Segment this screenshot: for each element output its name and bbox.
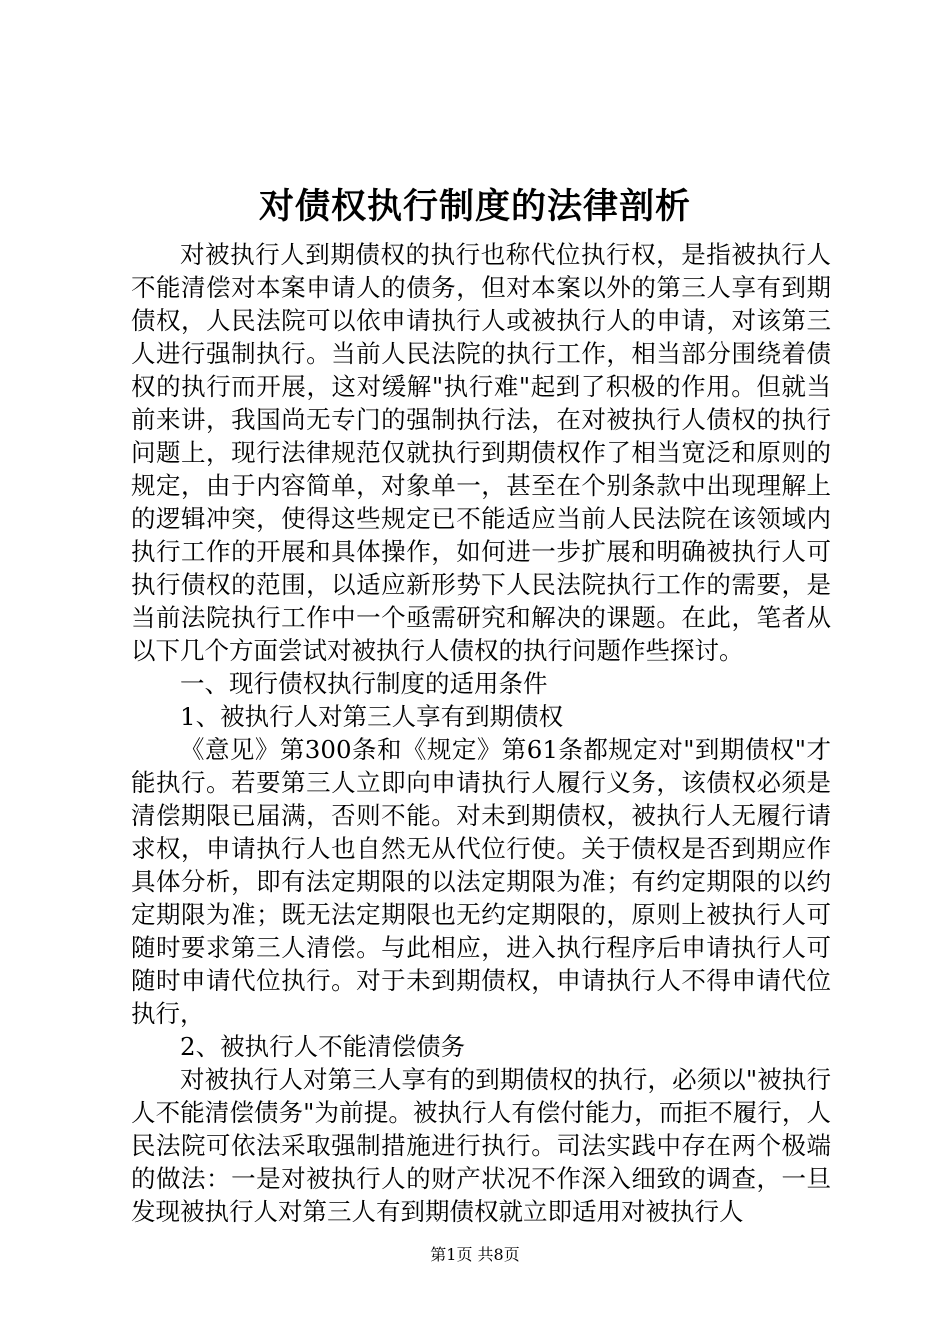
section-heading-1: 一、现行债权执行制度的适用条件 — [180, 669, 548, 698]
paragraph-section-1-1: 《意见》第300条和《规定》第61条都规定对"到期债权"才能执行。若要第三人立即向申请执行人履行义务，该债权必须是清偿期限已届满，否则不能。对未到期债权，被执行人无履行请求权，申请执行人也自然无从代位行使。关于债权是否到期应作具体分析，即有法定期限的以法定期限为准；有约定期限的以约定期限为准；既无法定期限也无约定期限的，原则上被执行人可随时要求第三人清偿。与此相应，进入执行程序后申请执行人可随时申请代位执行。对于未到期债权，申请执行人不得申请代位执行， — [131, 735, 831, 1028]
page-footer: 第1页 共8页 — [430, 1245, 520, 1264]
subsection-heading-2: 2、被执行人不能清偿债务 — [180, 1032, 466, 1061]
paragraph-section-1-2: 对被执行人对第三人享有的到期债权的执行，必须以"被执行人不能清偿债务"为前提。被执行人有偿付能力，而拒不履行，人民法院可依法采取强制措施进行执行。司法实践中存在两个极端的做法：一是对被执行人的财产状况不作深入细致的调查，一旦发现被执行人对第三人有到期债权就立即适用对被执行人 — [131, 1065, 831, 1226]
paragraph-intro: 对被执行人到期债权的执行也称代位执行权，是指被执行人不能清偿对本案申请人的债务，但对本案以外的第三人享有到期债权，人民法院可以依申请执行人或被执行人的申请，对该第三人进行强制执行。当前人民法院的执行工作，相当部分围绕着债权的执行而开展，这对缓解"执行难"起到了积极的作用。但就当前来讲，我国尚无专门的强制执行法，在对被执行人债权的执行问题上，现行法律规范仅就执行到期债权作了相当宽泛和原则的规定，由于内容简单，对象单一，甚至在个别条款中出现理解上的逻辑冲突，使得这些规定已不能适应当前人民法院在该领域内执行工作的开展和具体操作，如何进一步扩展和明确被执行人可执行债权的范围，以适应新形势下人民法院执行工作的需要，是当前法院执行工作中一个亟需研究和解决的课题。在此，笔者从以下几个方面尝试对被执行人债权的执行问题作些探讨。 — [131, 240, 831, 665]
document-body — [131, 238, 831, 1228]
subsection-heading-1: 1、被执行人对第三人享有到期债权 — [180, 702, 564, 731]
document-title: 对债权执行制度的法律剖析 — [258, 186, 691, 227]
